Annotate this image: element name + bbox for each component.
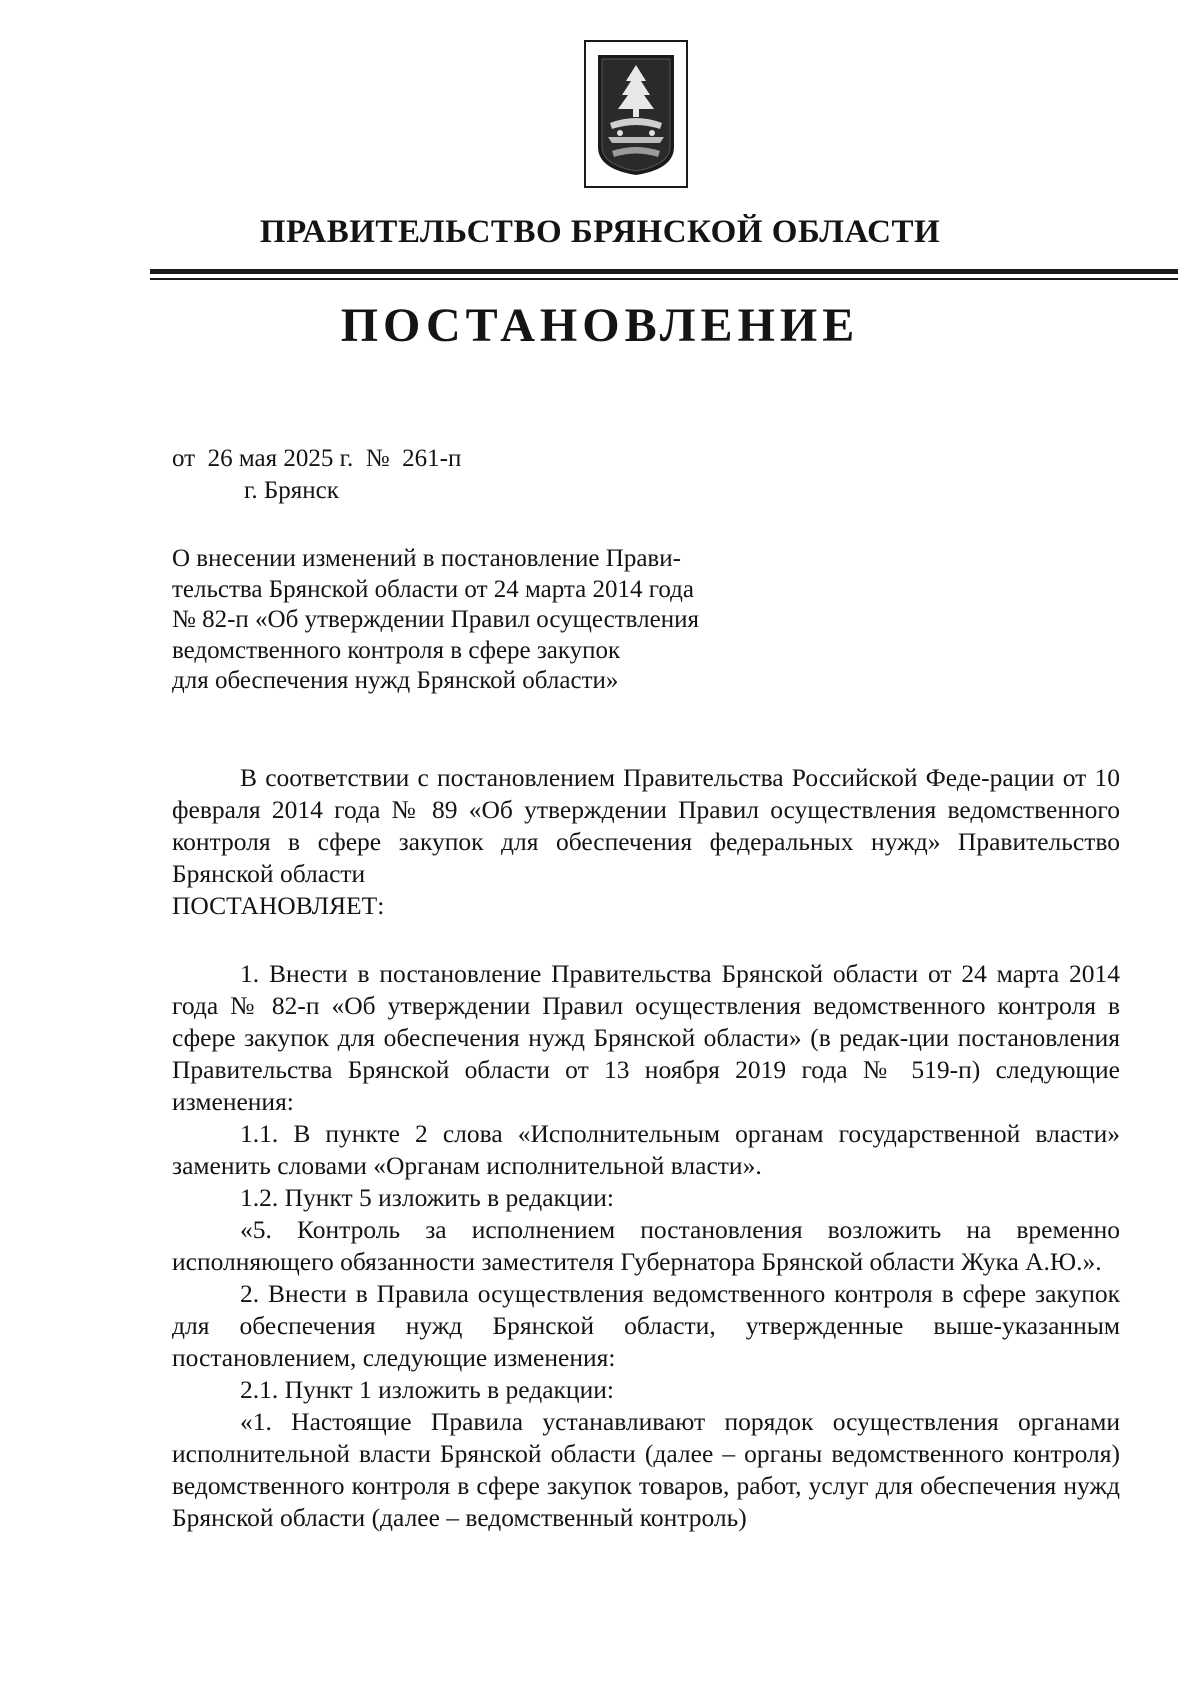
- body-paragraph: 1.1. В пункте 2 слова «Исполнительным органам государственной власти» заменить словами «Органам исполнительной власти».: [172, 1119, 1120, 1180]
- emblem-shield-graphic: [594, 51, 678, 179]
- preamble-paragraph: В соответствии с постановлением Правительства Российской Феде-рации от 10 февраля 2014 года № 89 «Об утверждении Правил осуществления ведомственного контроля в сфере закупок для обеспечения федеральных нужд» Правительство Брянской области: [172, 763, 1120, 888]
- header-rule-thin: [150, 278, 1178, 280]
- subject-line: для обеспечения нужд Брянской области»: [172, 667, 619, 695]
- subject-line: ведомственного контроля в сфере закупок: [172, 636, 621, 664]
- subject-line: О внесении изменений в постановление Прави-: [172, 545, 681, 572]
- body-paragraph: «1. Настоящие Правила устанавливают порядок осуществления органами исполнительной власти Брянской области (далее – органы ведомственного контроля) ведомственного контроля в сфере закупок товаров, работ, услуг для обеспечения нужд Брянской области (далее – ведомственный контроль): [172, 1407, 1120, 1532]
- body-paragraph: 2.1. Пункт 1 изложить в редакции:: [240, 1375, 614, 1404]
- body-paragraph: 2. Внести в Правила осуществления ведомственного контроля в сфере закупок для обеспечения нужд Брянской области, утвержденные выше-указанным постановлением, следующие изменения:: [172, 1279, 1120, 1372]
- document-type-title: ПОСТАНОВЛЕНИЕ: [340, 299, 860, 352]
- body-paragraph: 1. Внести в постановление Правительства Брянской области от 24 марта 2014 года № 82-п «Об утверждении Правил осуществления ведомственного контроля в сфере закупок для обеспечения нужд Брянской области» (в редак-ции постановления Правительства Брянской области от 13 ноября 2019 года № 519-п) следующие изменения:: [172, 959, 1120, 1116]
- body-paragraph: «5. Контроль за исполнением постановления возложить на временно исполняющего обязанности заместителя Губернатора Брянской области Жука А.Ю.».: [172, 1215, 1120, 1276]
- subject-line: тельства Брянской области от 24 марта 2014 года: [172, 575, 694, 603]
- document-body: [172, 762, 1120, 1534]
- resolves-heading: ПОСТАНОВЛЯЕТ:: [172, 891, 385, 920]
- organization-title: ПРАВИТЕЛЬСТВО БРЯНСКОЙ ОБЛАСТИ: [259, 214, 941, 250]
- header-rule-thick: [150, 269, 1178, 274]
- document-date-number: от 26 мая 2025 г. № 261-п: [172, 445, 462, 472]
- document-subject: [172, 544, 779, 697]
- document-city: г. Брянск: [244, 477, 339, 504]
- coat-of-arms-icon: [584, 40, 688, 188]
- body-paragraph: 1.2. Пункт 5 изложить в редакции:: [240, 1183, 614, 1212]
- subject-line: № 82-п «Об утверждении Правил осуществления: [172, 606, 699, 634]
